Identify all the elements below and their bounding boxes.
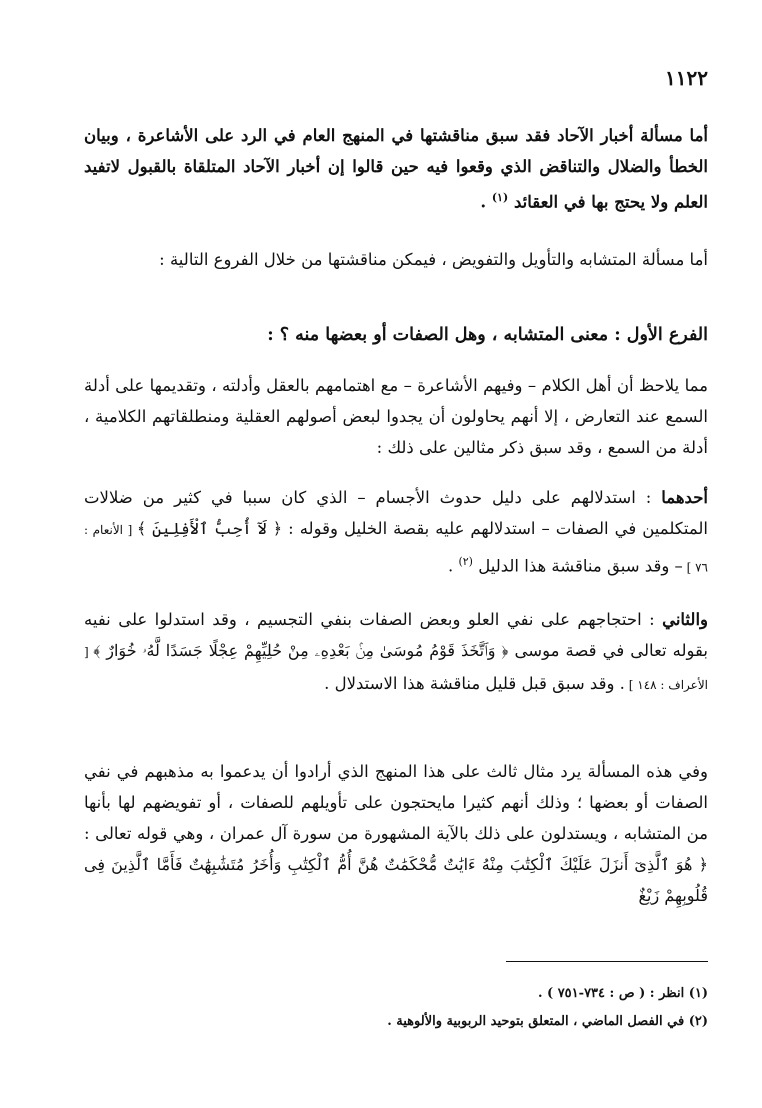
second-example-after: . وقد سبق قبل قليل مناقشة هذا الاستدلال . [324, 674, 625, 693]
book-page [84, 0, 708, 1108]
footnote-1: (١) انظر : ( ص : ٧٣٤-٧٥١ ) . [537, 986, 708, 1001]
paragraph-mutashabih: أما مسألة المتشابه والتأويل والتفويض ، فيمكن مناقشتها من خلال الفروع التالية : [159, 250, 708, 269]
footnote-2: (٢) في الفصل الماضي ، المتعلق بتوحيد الربوبية والألوهية . [387, 1014, 708, 1029]
paragraph-first-example [84, 482, 708, 584]
paragraph-ahad [84, 120, 708, 218]
section-heading: الفرع الأول : معنى المتشابه ، وهل الصفات أو بعضها منه ؟ : [267, 325, 708, 345]
paragraph-ahl-al-kalam: مما يلاحظ أن أهل الكلام – وفيهم الأشاعرة – مع اهتمامهم بالعقل وأدلته ، وتقديمها على أدلة السمع عند التعارض ، إلا أنهم يحاولون أن يجدوا لبعض أصولهم العقلية ومنطلقاتهم الكلامية ، أدلة من السمع ، وقد سبق ذكر مثالين على ذلك : [84, 376, 708, 457]
quran-verse-araf: ﴿ وَٱتَّخَذَ قَوْمُ مُوسَىٰ مِنۢ بَعْدِهِۦ مِنْ حُلِيِّهِمْ عِجْلًا جَسَدًا لَّهُۥ خُوَارٌ ﴾ [93, 641, 509, 660]
verse-reference-anam: [ الأنعام : ٧٦ ] [84, 523, 708, 575]
first-example-text: : استدلالهم على دليل حدوث الأجسام – الذي كان سببا في كثير من ضلالات المتكلمين في الصفات – استدلالهم عليه بقصة الخليل وقوله : [84, 488, 709, 538]
quran-verse-anam: ﴿ لَآ أُحِبُّ ٱلْأَفِلِينَ ﴾ [136, 519, 283, 538]
first-example-lead: أحدهما [661, 488, 708, 507]
footnote-ref-2: (٢) [458, 555, 473, 568]
second-example-lead: والثاني [662, 610, 708, 629]
footnote-divider [506, 961, 708, 962]
paragraph-ahad-text: أما مسألة أخبار الآحاد فقد سبق مناقشتها في المنهج العام في الرد على الأشاعرة ، وبيان الخطأ والضلال والتناقض الذي وقعوا فيه حين قالوا إن أخبار الآحاد المتلقاة بالقبول لاتفيد العلم ولا يحتج بها في العقائد [84, 126, 708, 212]
paragraph-second-example [84, 604, 708, 701]
paragraph-ahad-end: . [480, 192, 492, 212]
verse-reference-araf: [ الأعراف : ١٤٨ ] [84, 645, 708, 692]
third-example-text: وفي هذه المسألة يرد مثال ثالث على هذا المنهج الذي أرادوا أن يدعموا به مذهبهم في نفي الصفات أو بعضها ؛ وذلك أنهم كثيرا مايحتجون على تأويلهم للصفات ، أو تفويضهم لها بأنها من المتشابه ، ويستدلون على ذلك بالآية المشهورة من سورة آل عمران ، وهي قوله تعالى : [84, 762, 708, 843]
footnotes [84, 980, 708, 1036]
footnote-ref-1: (١) [491, 191, 509, 204]
first-example-end: . [447, 556, 459, 576]
paragraph-third-example [84, 756, 708, 911]
first-example-after: – وقد سبق مناقشة هذا الدليل [478, 556, 683, 576]
second-example-text: : احتجاجهم على نفي العلو وبعض الصفات بنفي التجسيم ، وقد استدلوا على نفيه بقوله تعالى في قصة موسى [84, 610, 708, 660]
quran-verse-al-imran: ﴿ هُوَ ٱلَّذِىٓ أَنزَلَ عَلَيْكَ ٱلْكِتَٰبَ مِنْهُ ءَايَٰتٌ مُّحْكَمَٰتٌ هُنَّ أُمُّ ٱلْكِتَٰبِ وَأُخَرُ مُتَشَٰبِهَٰتٌ فَأَمَّا ٱلَّذِينَ فِى قُلُوبِهِمْ زَيْغٌ [84, 855, 708, 905]
page-number: ١١٢٢ [665, 66, 708, 90]
